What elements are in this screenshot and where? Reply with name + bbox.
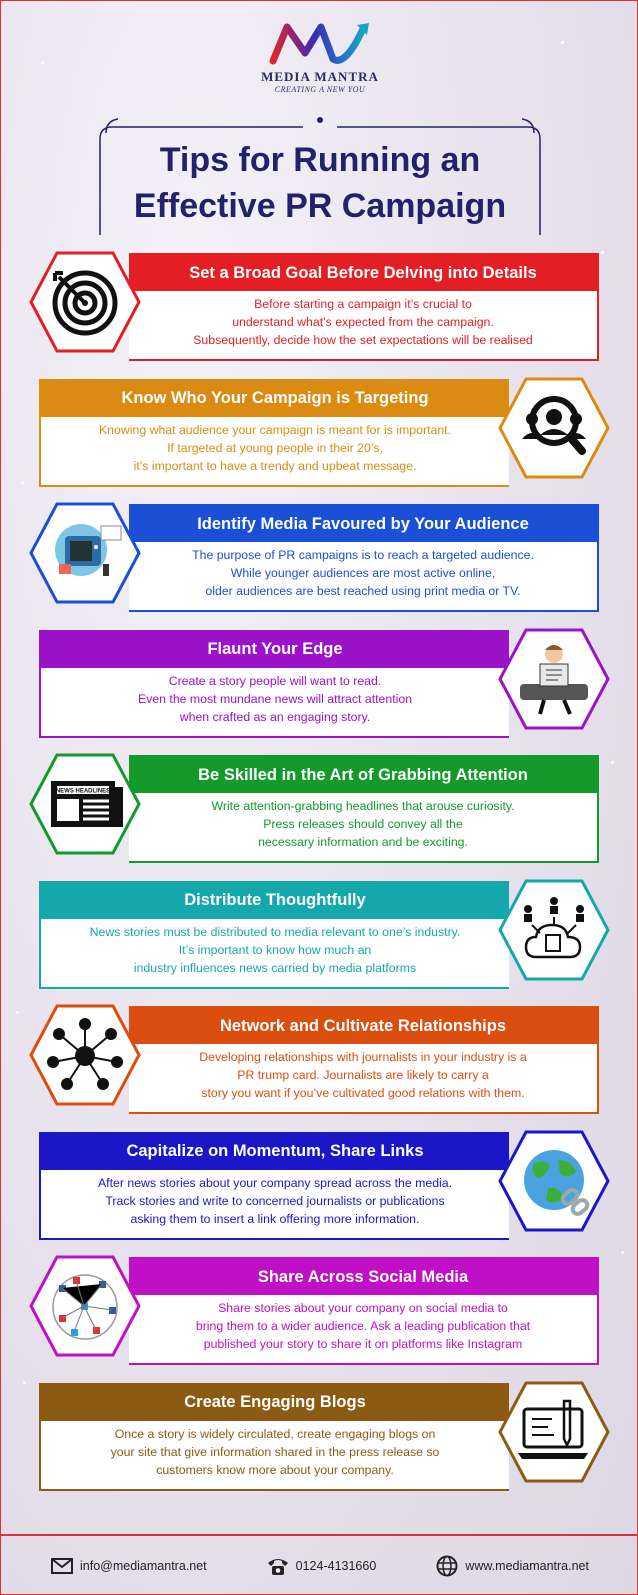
tip-body-line: published your story to share it on platforms like Instagram — [203, 1337, 523, 1351]
tip-icon-hexagon — [498, 628, 610, 730]
footer-email[interactable] — [51, 1558, 207, 1574]
tip-body-line: While younger audiences are most active online, — [230, 566, 496, 580]
tip-card — [129, 1006, 599, 1114]
target-icon — [29, 251, 141, 353]
tip-body — [129, 793, 597, 851]
newspaper-icon — [29, 753, 141, 855]
tip-section — [1, 249, 638, 365]
tip-body-line: your site that give information shared in the press release so — [110, 1444, 440, 1459]
tip-heading: Flaunt Your Edge — [41, 632, 509, 668]
title-frame — [98, 115, 542, 237]
tip-body-line: when crafted as an engaging story. — [179, 709, 371, 724]
tip-body-line: understand what’s expected from the campaign. — [232, 315, 494, 329]
tip-heading: Network and Cultivate Relationships — [129, 1008, 597, 1044]
tip-body — [41, 1421, 509, 1479]
tip-body — [41, 919, 509, 977]
tip-body — [129, 1044, 597, 1102]
tip-icon-hexagon — [29, 1004, 141, 1106]
cloud-distribution-icon — [498, 879, 610, 981]
audience-search-icon — [498, 377, 610, 479]
page-title — [98, 137, 542, 229]
tip-body-line: older audiences are best reached using print media or TV. — [205, 584, 521, 598]
tip-body-line: Even the most mundane news will attract attention — [137, 691, 413, 706]
tip-heading: Create Engaging Blogs — [41, 1385, 509, 1421]
tip-body-line: Write attention-grabbing headlines that arouse curiosity. — [211, 799, 515, 813]
tip-icon-hexagon — [29, 753, 141, 855]
tip-card — [39, 881, 509, 989]
tip-section — [1, 877, 638, 993]
footer-website[interactable] — [436, 1555, 589, 1577]
reader-icon — [498, 628, 610, 730]
tip-heading: Be Skilled in the Art of Grabbing Attention — [129, 757, 597, 793]
tip-section — [1, 500, 638, 616]
tip-body-line: Track stories and write to concerned journalists or publications — [105, 1193, 445, 1208]
tip-body-line: The purpose of PR campaigns is to reach a targeted audience. — [192, 548, 534, 562]
tip-card — [129, 253, 599, 361]
tip-card — [129, 504, 599, 612]
tip-body-line: News stories must be distributed to media relevant to one’s industry. — [89, 924, 461, 939]
tip-heading: Capitalize on Momentum, Share Links — [41, 1134, 509, 1170]
tip-body-line: PR trump card. Journalists are likely to carry a — [237, 1068, 489, 1082]
phone-icon — [267, 1556, 289, 1576]
newspaper-label: NEWS HEADLINES — [55, 788, 111, 795]
tip-body-line: necessary information and be exciting. — [258, 835, 468, 849]
tip-body-line: Press releases should convey all the — [263, 817, 463, 831]
title-line-2: Effective PR Campaign — [133, 187, 507, 225]
tip-card — [129, 1257, 599, 1365]
email-icon — [51, 1558, 73, 1574]
tip-body-line: asking them to insert a link offering more information. — [130, 1211, 420, 1226]
tip-body-line: Subsequently, decide how the set expectations will be realised — [193, 333, 533, 347]
tip-body — [129, 542, 597, 600]
tip-section — [1, 1253, 638, 1369]
tip-body-line: After news stories about your company spread across the media. — [97, 1175, 453, 1190]
tip-icon-hexagon — [498, 1381, 610, 1483]
globe-icon — [436, 1555, 458, 1577]
social-globe-icon — [29, 1255, 141, 1357]
blog-laptop-icon — [498, 1381, 610, 1483]
tip-card — [129, 755, 599, 863]
tip-body-line: Once a story is widely circulated, create engaging blogs on — [114, 1426, 436, 1441]
footer-phone[interactable] — [267, 1556, 377, 1576]
tip-body-line: Knowing what audience your campaign is meant for is important. — [98, 422, 451, 437]
tip-card — [39, 379, 509, 487]
tip-section — [1, 1128, 638, 1244]
brand-logo — [1, 19, 638, 94]
tip-card — [39, 1383, 509, 1491]
tip-icon-hexagon — [29, 502, 141, 604]
tip-body-line: story you want if you’ve cultivated good relations with them. — [201, 1086, 525, 1100]
tip-heading: Identify Media Favoured by Your Audience — [129, 506, 597, 542]
brand-name: MEDIA MANTRA — [261, 69, 379, 84]
tip-section — [1, 626, 638, 742]
tip-icon-hexagon — [498, 377, 610, 479]
tip-body-line: Create a story people will want to read. — [168, 673, 382, 688]
tip-body-line: industry influences news carried by media platforms — [133, 960, 417, 975]
tip-body-line: bring them to a wider audience. Ask a leading publication that — [195, 1319, 531, 1333]
tip-section — [1, 375, 638, 491]
tip-body-line: Share stories about your company on social media to — [218, 1301, 508, 1315]
tip-body-line: It’s important to know how much an — [178, 942, 372, 957]
network-icon — [29, 1004, 141, 1106]
tip-icon-hexagon — [29, 251, 141, 353]
tip-body — [41, 417, 509, 475]
website-text: www.mediamantra.net — [465, 1559, 589, 1573]
tip-heading: Distribute Thoughtfully — [41, 883, 509, 919]
title-line-1: Tips for Running an — [159, 141, 481, 179]
tip-icon-hexagon — [498, 879, 610, 981]
globe-link-icon — [498, 1130, 610, 1232]
tip-body-line: Before starting a campaign it’s crucial to — [254, 297, 472, 311]
brand-tagline: CREATING A NEW YOU — [274, 85, 366, 94]
tip-body-line: customers know more about your company. — [156, 1462, 394, 1477]
tip-card — [39, 630, 509, 738]
tip-body-line: If targeted at young people in their 20’s, — [167, 440, 383, 455]
tip-body-line: Developing relationships with journalists in your industry is a — [199, 1050, 527, 1064]
media-mantra-logo-icon — [265, 19, 375, 67]
tip-heading: Set a Broad Goal Before Delving into Details — [129, 255, 597, 291]
tip-section — [1, 1379, 638, 1495]
tip-icon-hexagon — [29, 1255, 141, 1357]
media-tv-icon — [29, 502, 141, 604]
footer — [1, 1534, 638, 1595]
tip-body — [41, 668, 509, 726]
tip-heading: Share Across Social Media — [129, 1259, 597, 1295]
tip-card — [39, 1132, 509, 1240]
tip-body-line: it’s important to have a trendy and upbeat message. — [133, 458, 417, 473]
tip-section — [1, 1002, 638, 1118]
tip-section — [1, 751, 638, 867]
tip-body — [129, 1295, 597, 1353]
tip-icon-hexagon — [498, 1130, 610, 1232]
email-text: info@mediamantra.net — [80, 1559, 207, 1573]
tip-body — [41, 1170, 509, 1228]
phone-text: 0124-4131660 — [295, 1559, 377, 1573]
tip-heading: Know Who Your Campaign is Targeting — [41, 381, 509, 417]
tip-body — [129, 291, 597, 349]
